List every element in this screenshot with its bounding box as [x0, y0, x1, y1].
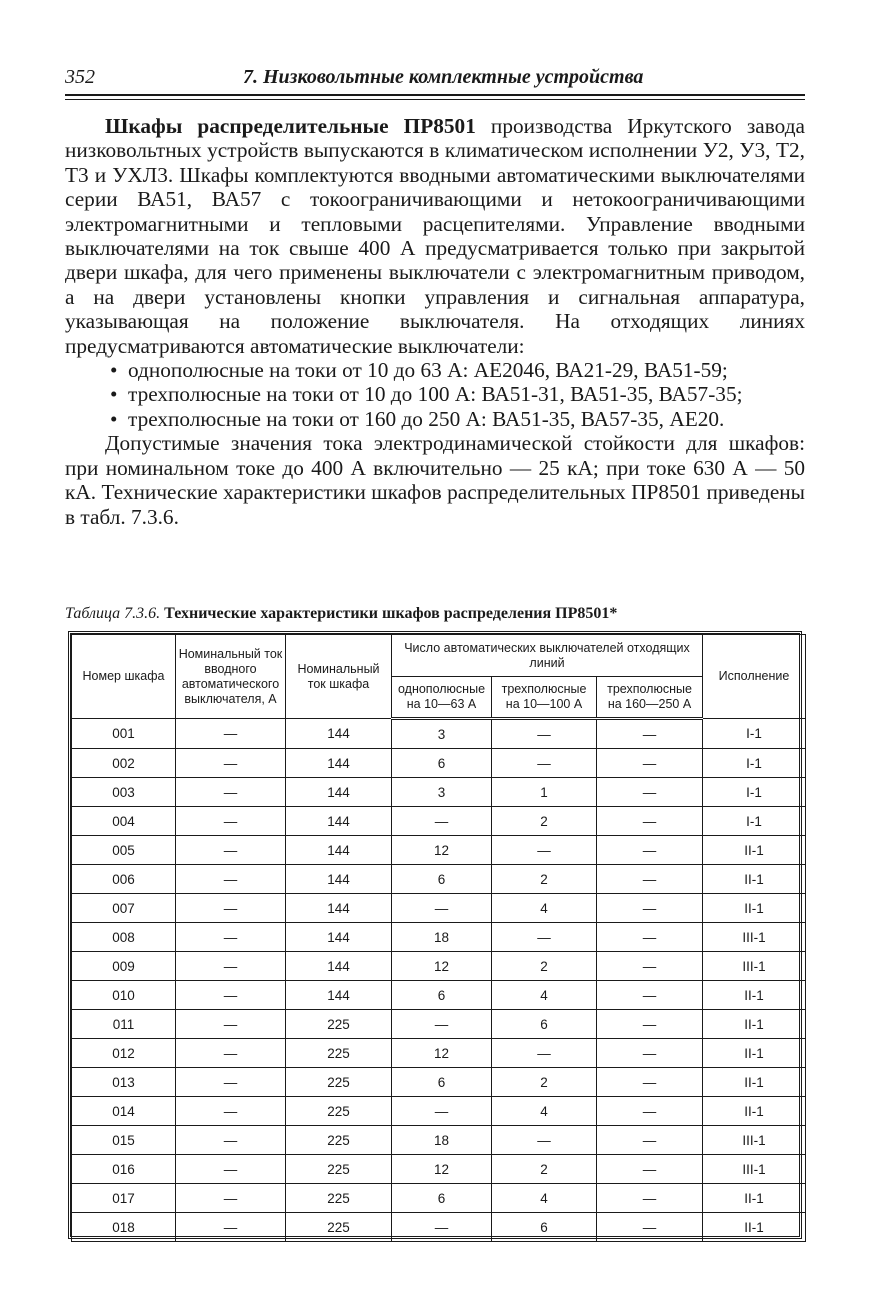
table-row [72, 749, 806, 778]
cell-execution: I-1 [703, 807, 806, 836]
cell-three-pole-250: — [597, 1039, 703, 1068]
cell-single-pole: 12 [392, 1155, 492, 1184]
cell-execution: II-1 [703, 836, 806, 865]
cell-three-pole-100: — [492, 1039, 597, 1068]
cell-input-breaker-current: — [176, 749, 286, 778]
cell-execution: II-1 [703, 1213, 806, 1242]
cell-single-pole: 18 [392, 1126, 492, 1155]
cell-three-pole-100: — [492, 836, 597, 865]
table-row [72, 1184, 806, 1213]
header-execution: Исполнение [703, 635, 806, 719]
cell-cabinet-current: 144 [286, 719, 392, 749]
bullet-item: • трехполюсные на токи от 10 до 100 А: ВА51-31, ВА51-35, ВА57-35; [128, 382, 805, 406]
cell-execution: II-1 [703, 1184, 806, 1213]
table-row [72, 1126, 806, 1155]
cell-cabinet-current: 144 [286, 807, 392, 836]
body-text [65, 114, 805, 529]
cell-three-pole-100: 4 [492, 894, 597, 923]
cell-input-breaker-current: — [176, 1155, 286, 1184]
cell-execution: III-1 [703, 1126, 806, 1155]
cell-cabinet-number: 015 [72, 1126, 176, 1155]
cell-three-pole-100: 4 [492, 1097, 597, 1126]
paragraph-1-text: производства Иркутского завода низковольтных устройств выпускаются в климатическом исполнении У2, У3, Т2, Т3 и УХЛ3. Шкафы комплектуются вводными автоматическими выключателями серии ВА51, ВА57 с токоограничивающими и нетокоограничивающими электромагнитными и тепловыми расцепителями. Управление вводными выключателями на ток свыше 400 А предусматривается только при закрытой двери шкафа, для чего применены выключатели с электромагнитным приводом, а на двери установлены кнопки управления и сигнальная аппаратура, указывающая на положение выключателя. На отходящих линиях предусматриваются автоматические выключатели: [65, 114, 805, 358]
table-frame [68, 631, 802, 1239]
header-rule-thin [65, 99, 805, 100]
cell-execution: I-1 [703, 749, 806, 778]
cell-cabinet-number: 003 [72, 778, 176, 807]
table-row [72, 1039, 806, 1068]
cell-cabinet-current: 225 [286, 1155, 392, 1184]
cell-execution: II-1 [703, 865, 806, 894]
cell-execution: III-1 [703, 952, 806, 981]
table-caption-number: Таблица 7.3.6. [65, 605, 161, 622]
cell-cabinet-current: 225 [286, 1184, 392, 1213]
header-rule-thick [65, 94, 805, 96]
cell-three-pole-250: — [597, 836, 703, 865]
cell-cabinet-number: 008 [72, 923, 176, 952]
cell-three-pole-250: — [597, 778, 703, 807]
cell-three-pole-250: — [597, 894, 703, 923]
cell-cabinet-current: 225 [286, 1010, 392, 1039]
cell-input-breaker-current: — [176, 981, 286, 1010]
cell-three-pole-250: — [597, 1213, 703, 1242]
cell-single-pole: — [392, 1213, 492, 1242]
header-three-pole-250: трехполюсные на 160—250 А [597, 677, 703, 719]
table-body [72, 719, 806, 1242]
cell-cabinet-current: 225 [286, 1039, 392, 1068]
cell-three-pole-100: 2 [492, 807, 597, 836]
cell-single-pole: 12 [392, 952, 492, 981]
cell-cabinet-current: 144 [286, 865, 392, 894]
header-cabinet-current: Номинальный ток шкафа [286, 635, 392, 719]
cell-cabinet-number: 012 [72, 1039, 176, 1068]
table-caption [65, 605, 805, 623]
cell-single-pole: 18 [392, 923, 492, 952]
cell-three-pole-100: — [492, 923, 597, 952]
table-caption-title: Технические характеристики шкафов распределения ПР8501* [164, 605, 618, 622]
table-row [72, 1155, 806, 1184]
cell-three-pole-100: 1 [492, 778, 597, 807]
bullet-list [65, 358, 805, 431]
cell-cabinet-number: 013 [72, 1068, 176, 1097]
cell-three-pole-100: — [492, 719, 597, 749]
cell-single-pole: 12 [392, 836, 492, 865]
cell-three-pole-250: — [597, 981, 703, 1010]
cell-input-breaker-current: — [176, 778, 286, 807]
cell-cabinet-number: 006 [72, 865, 176, 894]
bullet-item: • однополюсные на токи от 10 до 63 А: АЕ2046, ВА21-29, ВА51-59; [128, 358, 805, 382]
header-single-pole: однополюсные на 10—63 А [392, 677, 492, 719]
page-number: 352 [65, 66, 95, 88]
cell-single-pole: — [392, 894, 492, 923]
paragraph-1-bold: Шкафы распределительные ПР8501 [105, 114, 476, 138]
cell-cabinet-current: 225 [286, 1213, 392, 1242]
table-row [72, 778, 806, 807]
cell-three-pole-250: — [597, 1184, 703, 1213]
cell-cabinet-number: 010 [72, 981, 176, 1010]
table-row [72, 1068, 806, 1097]
cell-execution: II-1 [703, 981, 806, 1010]
cell-execution: II-1 [703, 1039, 806, 1068]
cell-input-breaker-current: — [176, 1068, 286, 1097]
cell-input-breaker-current: — [176, 1213, 286, 1242]
cell-input-breaker-current: — [176, 836, 286, 865]
table-row [72, 923, 806, 952]
table-row [72, 952, 806, 981]
cell-cabinet-current: 225 [286, 1068, 392, 1097]
page-header [65, 66, 805, 92]
cell-cabinet-number: 002 [72, 749, 176, 778]
cell-input-breaker-current: — [176, 1097, 286, 1126]
cell-cabinet-current: 144 [286, 894, 392, 923]
cell-three-pole-250: — [597, 923, 703, 952]
cell-three-pole-100: — [492, 749, 597, 778]
cell-single-pole: 6 [392, 749, 492, 778]
cell-input-breaker-current: — [176, 1126, 286, 1155]
cell-input-breaker-current: — [176, 1010, 286, 1039]
cell-single-pole: 6 [392, 865, 492, 894]
cell-cabinet-number: 009 [72, 952, 176, 981]
cell-input-breaker-current: — [176, 894, 286, 923]
cell-input-breaker-current: — [176, 1184, 286, 1213]
paragraph-2: Допустимые значения тока электродинамической стойкости для шкафов: при номинальном токе до 400 А включительно — 25 кА; при токе 630 А — 50 кА. Технические характеристики шкафов распределительных ПР8501 приведены в табл. 7.3.6. [65, 431, 805, 529]
cell-execution: III-1 [703, 923, 806, 952]
cell-three-pole-250: — [597, 1155, 703, 1184]
cell-input-breaker-current: — [176, 923, 286, 952]
cell-cabinet-number: 004 [72, 807, 176, 836]
cell-cabinet-current: 144 [286, 749, 392, 778]
cell-execution: I-1 [703, 719, 806, 749]
cell-cabinet-number: 016 [72, 1155, 176, 1184]
cell-single-pole: — [392, 807, 492, 836]
cell-cabinet-number: 001 [72, 719, 176, 749]
cell-cabinet-number: 011 [72, 1010, 176, 1039]
cell-three-pole-250: — [597, 1068, 703, 1097]
cell-cabinet-current: 144 [286, 778, 392, 807]
bullet-item: • трехполюсные на токи от 160 до 250 А: ВА51-35, ВА57-35, АЕ20. [128, 407, 805, 431]
cell-three-pole-100: 6 [492, 1213, 597, 1242]
cell-cabinet-number: 007 [72, 894, 176, 923]
cell-three-pole-100: 2 [492, 865, 597, 894]
cell-three-pole-250: — [597, 749, 703, 778]
table-row [72, 807, 806, 836]
cell-three-pole-250: — [597, 1126, 703, 1155]
cell-cabinet-current: 144 [286, 952, 392, 981]
cell-three-pole-250: — [597, 952, 703, 981]
cell-three-pole-250: — [597, 1010, 703, 1039]
cell-cabinet-number: 014 [72, 1097, 176, 1126]
cell-input-breaker-current: — [176, 719, 286, 749]
cell-execution: III-1 [703, 1155, 806, 1184]
cell-execution: II-1 [703, 894, 806, 923]
cell-cabinet-current: 225 [286, 1126, 392, 1155]
cell-input-breaker-current: — [176, 1039, 286, 1068]
cell-cabinet-number: 018 [72, 1213, 176, 1242]
cell-cabinet-current: 225 [286, 1097, 392, 1126]
cell-three-pole-100: 2 [492, 1068, 597, 1097]
header-outgoing-group: Число автоматических выключателей отходящих линий [392, 635, 703, 677]
cell-cabinet-current: 144 [286, 923, 392, 952]
cell-single-pole: 3 [392, 719, 492, 749]
cell-three-pole-100: 4 [492, 981, 597, 1010]
cell-cabinet-number: 017 [72, 1184, 176, 1213]
table-row [72, 1097, 806, 1126]
header-cabinet-number: Номер шкафа [72, 635, 176, 719]
cell-single-pole: 3 [392, 778, 492, 807]
cell-single-pole: — [392, 1010, 492, 1039]
cell-three-pole-100: 2 [492, 1155, 597, 1184]
cell-three-pole-100: 6 [492, 1010, 597, 1039]
cell-cabinet-current: 144 [286, 836, 392, 865]
cell-execution: II-1 [703, 1010, 806, 1039]
cell-execution: II-1 [703, 1068, 806, 1097]
cell-three-pole-250: — [597, 1097, 703, 1126]
cell-single-pole: — [392, 1097, 492, 1126]
cell-single-pole: 6 [392, 1068, 492, 1097]
header-input-breaker-current: Номинальный ток вводного автоматического выключателя, А [176, 635, 286, 719]
cell-input-breaker-current: — [176, 807, 286, 836]
cell-execution: II-1 [703, 1097, 806, 1126]
cell-three-pole-100: — [492, 1126, 597, 1155]
paragraph-1 [65, 114, 805, 358]
table-row [72, 981, 806, 1010]
table-row [72, 719, 806, 749]
table-row [72, 865, 806, 894]
cell-single-pole: 6 [392, 1184, 492, 1213]
table-row [72, 894, 806, 923]
table-row [72, 836, 806, 865]
cell-three-pole-250: — [597, 719, 703, 749]
cell-input-breaker-current: — [176, 952, 286, 981]
table-row [72, 1010, 806, 1039]
cell-execution: I-1 [703, 778, 806, 807]
cell-input-breaker-current: — [176, 865, 286, 894]
header-three-pole-100: трехполюсные на 10—100 А [492, 677, 597, 719]
table-row [72, 1213, 806, 1242]
cell-cabinet-number: 005 [72, 836, 176, 865]
spec-table [71, 634, 806, 1242]
running-title: 7. Низковольтные комплектные устройства [243, 66, 644, 88]
cell-single-pole: 6 [392, 981, 492, 1010]
cell-single-pole: 12 [392, 1039, 492, 1068]
cell-three-pole-100: 2 [492, 952, 597, 981]
cell-cabinet-current: 144 [286, 981, 392, 1010]
cell-three-pole-250: — [597, 807, 703, 836]
cell-three-pole-100: 4 [492, 1184, 597, 1213]
cell-three-pole-250: — [597, 865, 703, 894]
